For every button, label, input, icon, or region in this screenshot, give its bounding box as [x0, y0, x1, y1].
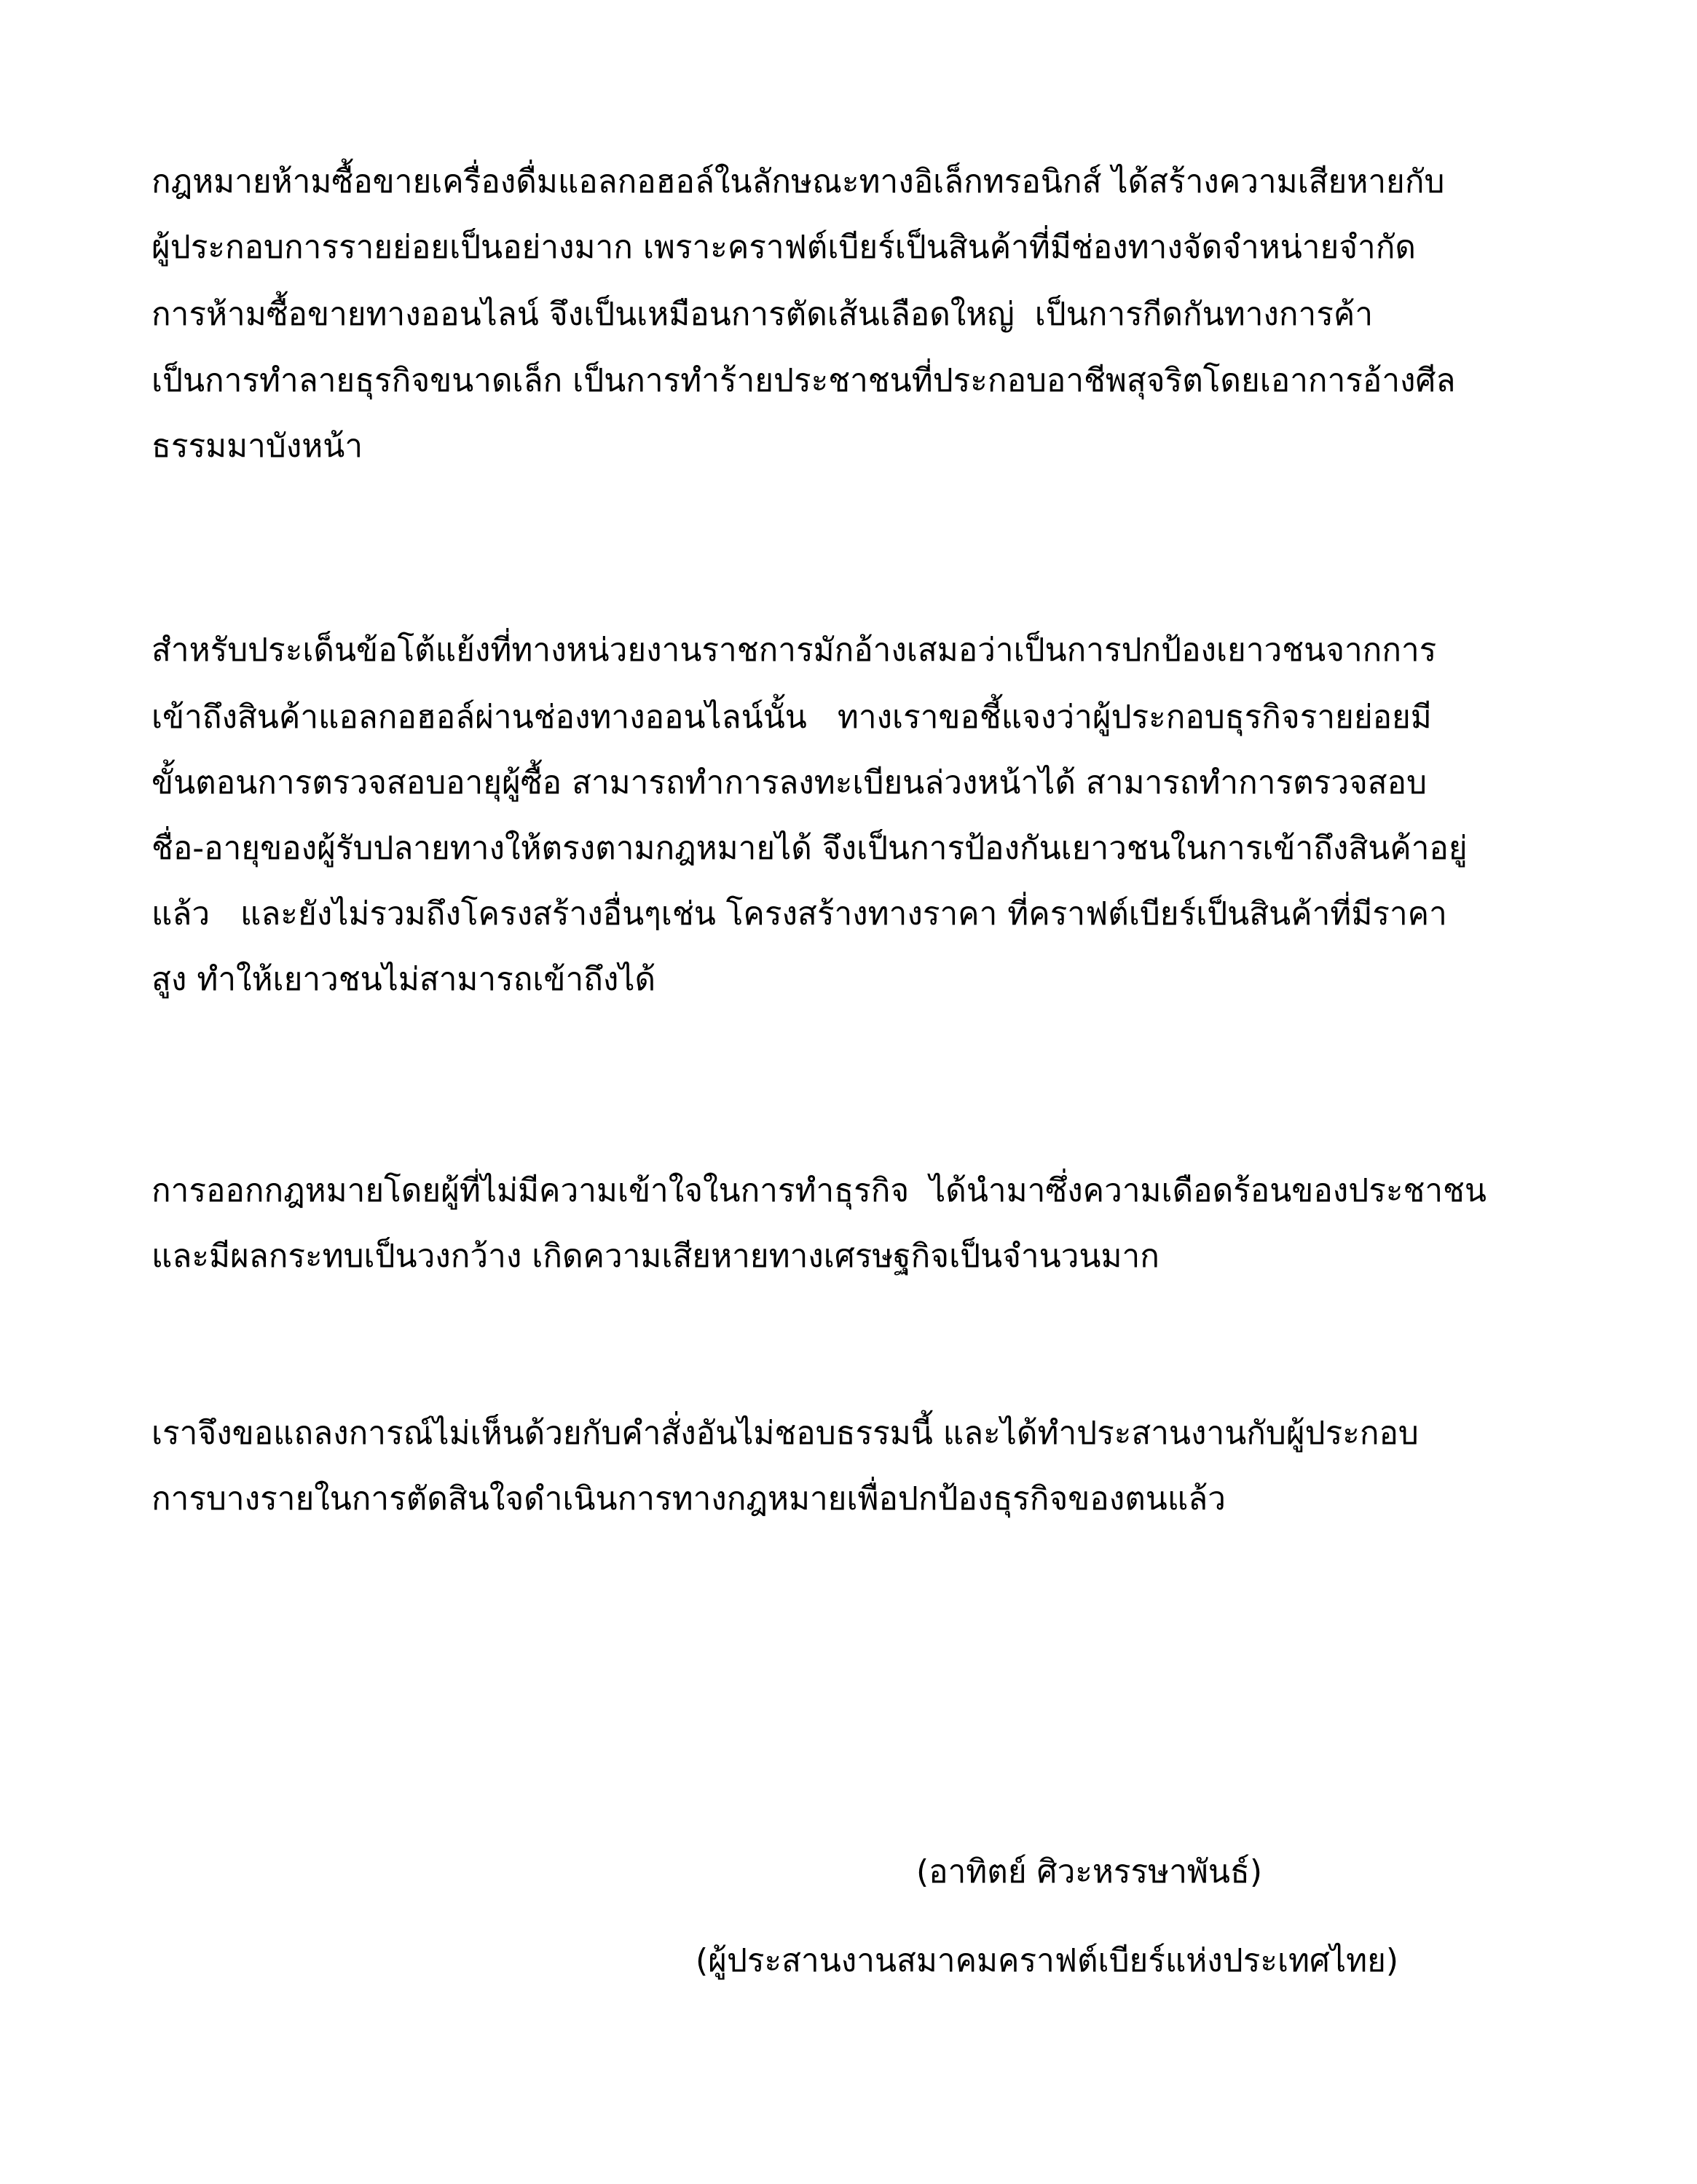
paragraph-2-line-1: สำหรับประเด็นข้อโต้แย้งที่ทางหน่วยงานราชการมักอ้างเสมอว่าเป็นการปกป้องเยาวชนจากการ — [151, 632, 1437, 669]
paragraph-2-line-4: ชื่อ-อายุของผู้รับปลายทางให้ตรงตามกฎหมายได้ จึงเป็นการป้องกันเยาวชนในการเข้าถึงสินค้าอยู่ — [151, 830, 1468, 867]
signature-name: (อาทิตย์ ศิวะหรรษาพันธ์) — [916, 1853, 1262, 1890]
paragraph-1-line-3: การห้ามซื้อขายทางออนไลน์ จึงเป็นเหมือนการตัดเส้นเลือดใหญ่ เป็นการกีดกันทางการค้า — [151, 296, 1374, 333]
paragraph-1-line-1: กฎหมายห้ามซื้อขายเครื่องดื่มแอลกอฮอล์ในลักษณะทางอิเล็กทรอนิกส์ ได้สร้างความเสียหายกับ — [151, 163, 1445, 200]
paragraph-3-line-2: และมีผลกระทบเป็นวงกว้าง เกิดความเสียหายทางเศรษฐกิจเป็นจำนวนมาก — [151, 1238, 1159, 1275]
signature-position: (ผู้ประสานงานสมาคมคราฟต์เบียร์แห่งประเทศไทย) — [696, 1942, 1399, 1979]
paragraph-2-line-5: แล้ว และยังไม่รวมถึงโครงสร้างอื่นๆเช่น โครงสร้างทางราคา ที่คราฟต์เบียร์เป็นสินค้าที่มีราคา — [151, 895, 1447, 932]
paragraph-1-line-5: ธรรมมาบังหน้า — [151, 428, 363, 465]
paragraph-3-line-1: การออกกฎหมายโดยผู้ที่ไม่มีความเข้าใจในการทำธุรกิจ ได้นำมาซึ่งความเดือดร้อนของประชาชน — [151, 1172, 1487, 1209]
paragraph-2-line-2: เข้าถึงสินค้าแอลกอฮอล์ผ่านช่องทางออนไลน์นั้น ทางเราขอชี้แจงว่าผู้ประกอบธุรกิจรายย่อยมี — [151, 699, 1432, 736]
paragraph-4-line-1: เราจึงขอแถลงการณ์ไม่เห็นด้วยกับคำสั่งอันไม่ชอบธรรมนี้ และได้ทำประสานงานกับผู้ประกอบ — [151, 1415, 1419, 1452]
paragraph-4-line-2: การบางรายในการตัดสินใจดำเนินการทางกฎหมายเพื่อปกป้องธุรกิจของตนแล้ว — [151, 1480, 1226, 1517]
paragraph-1-line-4: เป็นการทำลายธุรกิจขนาดเล็ก เป็นการทำร้ายประชาชนที่ประกอบอาชีพสุจริตโดยเอาการอ้างศีล — [151, 362, 1456, 399]
paragraph-1-line-2: ผู้ประกอบการรายย่อยเป็นอย่างมาก เพราะคราฟต์เบียร์เป็นสินค้าที่มีช่องทางจัดจำหน่ายจำกัด — [151, 229, 1416, 266]
paragraph-2-line-6: สูง ทำให้เยาวชนไม่สามารถเข้าถึงได้ — [151, 961, 656, 998]
paragraph-2-line-3: ขั้นตอนการตรวจสอบอายุผู้ซื้อ สามารถทำการลงทะเบียนล่วงหน้าได้ สามารถทำการตรวจสอบ — [151, 764, 1428, 801]
